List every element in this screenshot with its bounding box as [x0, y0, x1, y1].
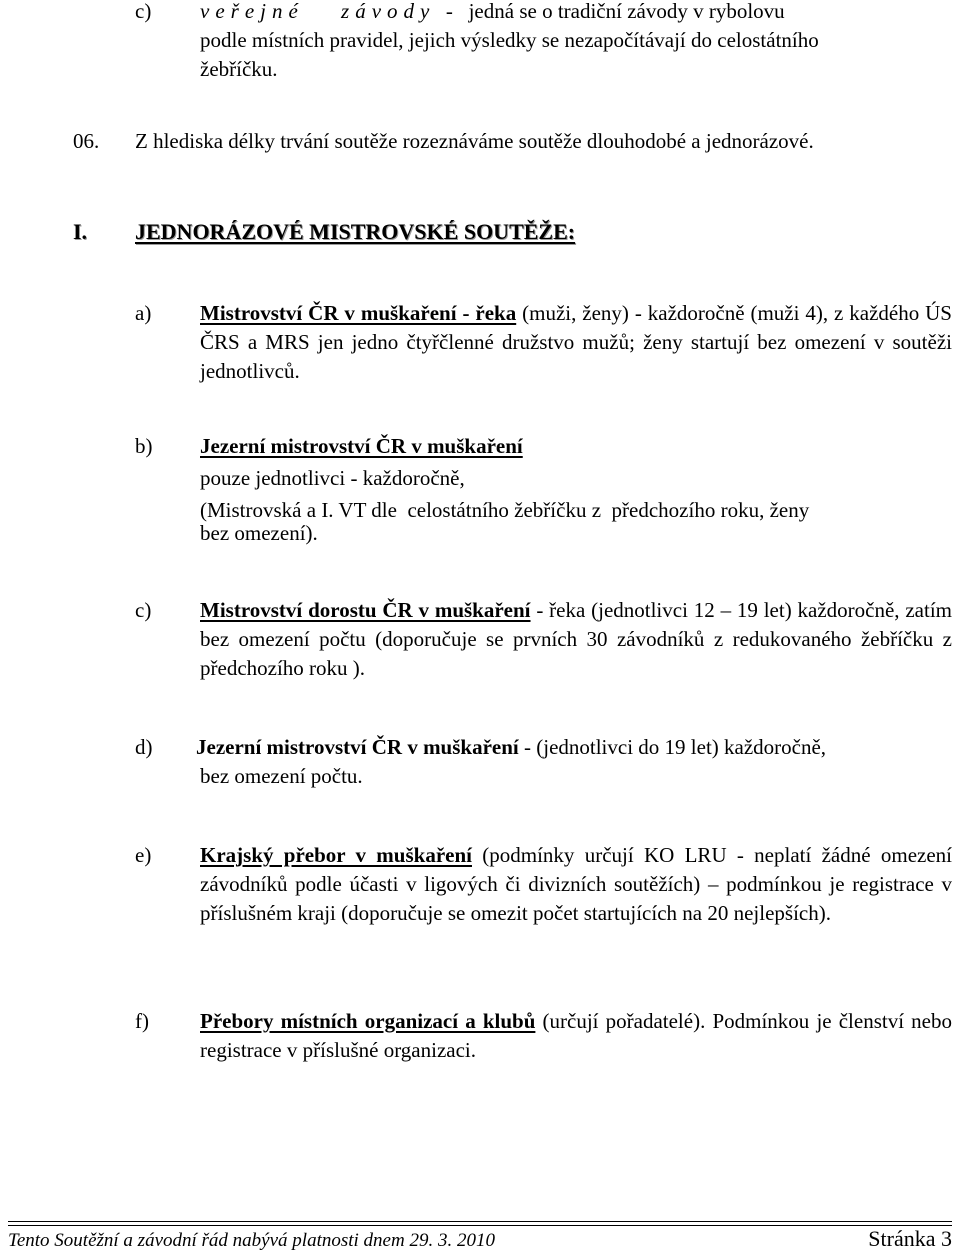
- page-number: Stránka 3: [868, 1226, 952, 1251]
- item-text: - jedná se o tradiční závody v rybolovu: [435, 0, 785, 23]
- item-text: (muži, ženy) - každoročně (muži 4), z každého ÚS ČRS a MRS jen jedno čtyřčlenné družstvo mužů; ženy startují bez omezení v soutěži jednotlivců.: [200, 301, 952, 383]
- item-label: e): [135, 843, 152, 867]
- item-title: Jezerní mistrovství ČR v muškaření: [196, 735, 519, 759]
- item-text: (podmínky určují KO LRU - neplatí žádné omezení závodníků podle účasti v ligových či divizních soutěžích) – podmínkou je registrace v příslušném kraji (doporučuje se omezit počet startujících na 20 nejlepších).: [200, 843, 952, 925]
- intro-paragraph: [73, 127, 814, 156]
- item-title: veřejné závody: [200, 0, 436, 23]
- section-number: I.: [73, 219, 88, 244]
- item-line-2: podle místních pravidel, jejich výsledky se nezapočítávají do celostátního: [200, 28, 819, 52]
- footer-rule: [8, 1221, 952, 1222]
- item-label: c): [135, 598, 152, 622]
- item-line-1: [196, 733, 948, 762]
- item-line-1: [200, 0, 952, 26]
- intro-number: 06.: [73, 129, 100, 153]
- item-line-4: bez omezení).: [200, 521, 318, 545]
- item-text: (určují pořadatelé). Podmínkou je členství nebo registrace v příslušné organizaci.: [200, 1009, 953, 1062]
- item-body: [200, 1007, 952, 1065]
- item-title: Přebory místních organizací a klubů: [200, 1009, 536, 1033]
- item-body: [200, 299, 952, 386]
- item-text: - (jednotlivci do 19 let) každoročně,: [518, 735, 827, 759]
- item-body: [200, 596, 952, 683]
- item-line-2: bez omezení počtu.: [200, 764, 363, 788]
- section-title: JEDNORÁZOVÉ MISTROVSKÉ SOUTĚŽE:: [135, 219, 576, 244]
- item-body: [200, 0, 952, 84]
- item-line-3: (Mistrovská a I. VT dle celostátního žebříčku z předchozího roku, ženy: [200, 498, 810, 522]
- item-title: Jezerní mistrovství ČR v muškaření: [200, 434, 523, 458]
- item-line-3: žebříčku.: [200, 57, 278, 81]
- item-body: [200, 432, 952, 548]
- item-body: [196, 733, 948, 791]
- item-title: Mistrovství ČR v muškaření - řeka: [200, 301, 517, 325]
- item-label: f): [135, 1009, 149, 1033]
- item-title: Mistrovství dorostu ČR v muškaření: [200, 598, 531, 622]
- footer-note: Tento Soutěžní a závodní řád nabývá platnosti dnem 29. 3. 2010: [8, 1230, 495, 1251]
- item-title: Krajský přebor v muškaření: [200, 843, 472, 867]
- item-label: b): [135, 434, 153, 458]
- section-heading: [73, 217, 575, 247]
- item-label: c): [135, 0, 152, 23]
- footer-rule-inner: [8, 1225, 952, 1226]
- item-text: - řeka (jednotlivci 12 – 19 let) každoročně, zatím bez omezení počtu (doporučuje se prvních 30 závodníků z redukovaného žebříčku z předchozího roku ).: [200, 598, 952, 680]
- item-line-2: pouze jednotlivci - každoročně,: [200, 466, 465, 490]
- item-label: d): [135, 735, 153, 759]
- item-body: [200, 841, 952, 928]
- item-label: a): [135, 301, 152, 325]
- intro-text: Z hlediska délky trvání soutěže rozeznáváme soutěže dlouhodobé a jednorázové.: [135, 129, 814, 153]
